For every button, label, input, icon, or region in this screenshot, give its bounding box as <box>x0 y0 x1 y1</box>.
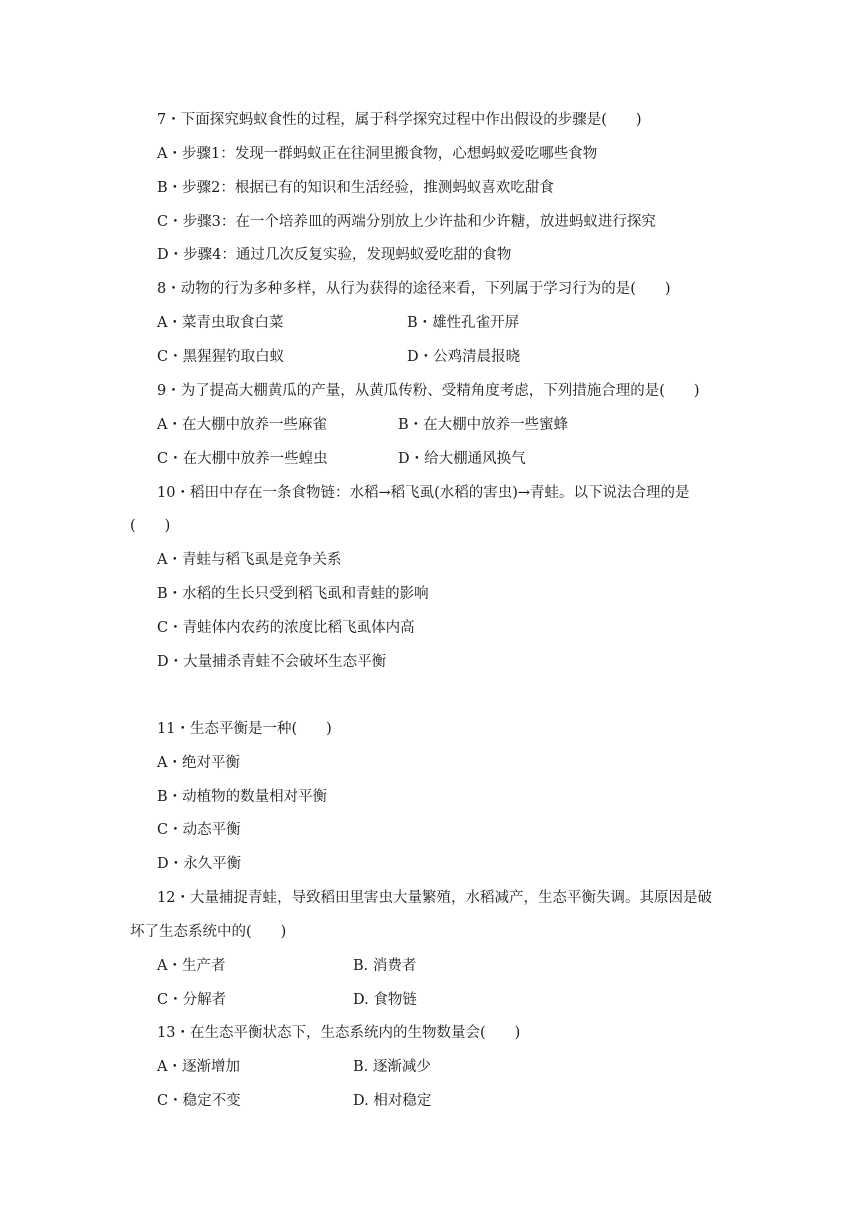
question-10-stem-continued: ( ) <box>130 518 171 534</box>
question-12-option-b: B. 消费者 <box>353 958 417 974</box>
question-12-stem: 12・大量捕捉青蛙，导致稻田里害虫大量繁殖，水稻减产，生态平衡失调。其原因是破 <box>157 890 712 906</box>
question-10-stem: 10・稻田中存在一条食物链：水稻→稻飞虱(水稻的害虫)→青蛙。以下说法合理的是 <box>157 485 690 501</box>
question-13-option-c: C・稳定不变 <box>157 1093 241 1109</box>
question-11-stem: 11・生态平衡是一种( ) <box>157 721 332 737</box>
question-9-option-c: C・在大棚中放养一些蝗虫 <box>157 451 328 467</box>
question-13-option-a: A・逐渐增加 <box>157 1059 240 1075</box>
question-10-option-a: A・青蛙与稻飞虱是竞争关系 <box>157 552 342 568</box>
question-10-option-d: D・大量捕杀青蛙不会破坏生态平衡 <box>157 654 387 670</box>
question-11-option-c: C・动态平衡 <box>157 822 241 838</box>
question-10-option-b: B・水稻的生长只受到稻飞虱和青蛙的影响 <box>157 586 429 602</box>
question-12-stem-continued: 坏了生态系统中的( ) <box>130 924 287 940</box>
question-7-option-a: A・步骤1：发现一群蚂蚁正在往洞里搬食物，心想蚂蚁爱吃哪些食物 <box>157 146 598 162</box>
question-13-option-b: B. 逐渐减少 <box>353 1059 431 1075</box>
question-13-option-d: D. 相对稳定 <box>353 1093 432 1109</box>
question-11-option-a: A・绝对平衡 <box>157 755 240 771</box>
question-9-option-d: D・给大棚通风换气 <box>398 451 526 467</box>
question-8-stem: 8・动物的行为多种多样，从行为获得的途径来看，下列属于学习行为的是( ) <box>157 281 671 297</box>
question-7-option-d: D・步骤4：通过几次反复实验，发现蚂蚁爱吃甜的食物 <box>157 247 512 263</box>
question-8-option-b: B・雄性孔雀开屏 <box>407 315 520 331</box>
question-9-stem: 9・为了提高大棚黄瓜的产量，从黄瓜传粉、受精角度考虑，下列措施合理的是( ) <box>157 383 700 399</box>
question-9-option-a: A・在大棚中放养一些麻雀 <box>157 417 327 433</box>
question-13-stem: 13・在生态平衡状态下，生态系统内的生物数量会( ) <box>157 1025 521 1041</box>
question-7-option-b: B・步骤2：根据已有的知识和生活经验，推测蚂蚁喜欢吃甜食 <box>157 180 554 196</box>
question-12-option-c: C・分解者 <box>157 992 227 1008</box>
question-12-option-d: D. 食物链 <box>353 992 417 1008</box>
question-10-option-c: C・青蛙体内农药的浓度比稻飞虱体内高 <box>157 620 415 636</box>
question-12-option-a: A・生产者 <box>157 958 226 974</box>
question-11-option-b: B・动植物的数量相对平衡 <box>157 789 328 805</box>
question-8-option-c: C・黑猩猩钓取白蚁 <box>157 349 285 365</box>
question-7-option-c: C・步骤3：在一个培养皿的两端分别放上少许盐和少许糖，放进蚂蚁进行探究 <box>157 214 656 230</box>
question-11-option-d: D・永久平衡 <box>157 856 242 872</box>
question-8-option-a: A・菜青虫取食白菜 <box>157 315 284 331</box>
question-8-option-d: D・公鸡清晨报晓 <box>407 349 521 365</box>
question-9-option-b: B・在大棚中放养一些蜜蜂 <box>398 417 569 433</box>
question-7-stem: 7・下面探究蚂蚁食性的过程，属于科学探究过程中作出假设的步骤是( ) <box>157 112 642 128</box>
